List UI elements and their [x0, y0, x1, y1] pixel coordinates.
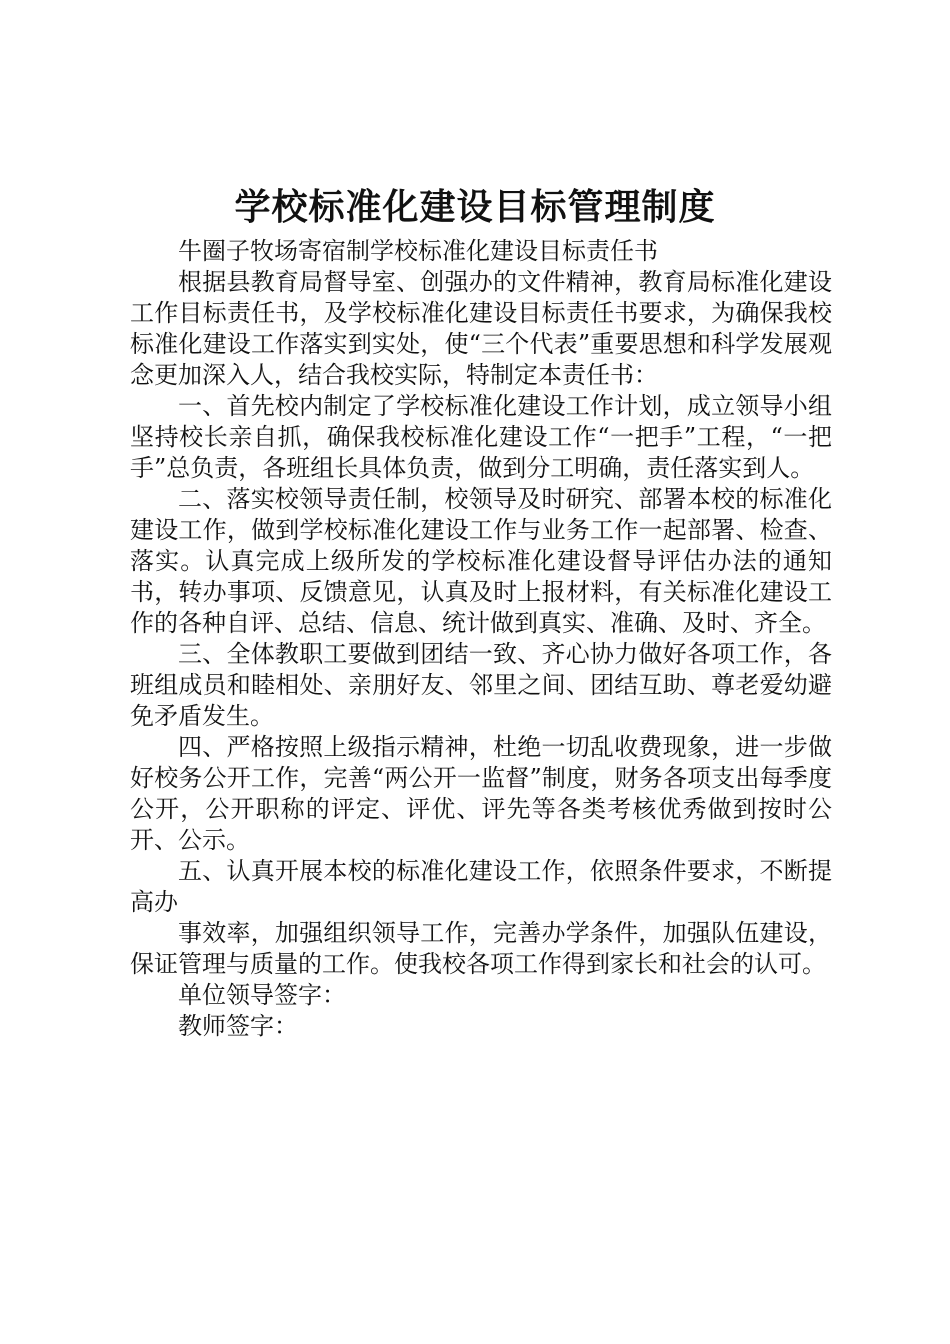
paragraph-item-2: 二、落实校领导责任制，校领导及时研究、部署本校的标准化建设工作，做到学校标准化建设工作与业务工作一起部署、检查、落实。认真完成上级所发的学校标准化建设督导评估办法的通知书，转办事项、反馈意见，认真及时上报材料，有关标准化建设工作的各种自评、总结、信息、统计做到真实、准确、及时、齐全。 — [130, 485, 832, 637]
paragraph-intro: 根据县教育局督导室、创强办的文件精神，教育局标准化建设工作目标责任书，及学校标准化建设目标责任书要求，为确保我校标准化建设工作落实到实处，使“三个代表”重要思想和科学发展观念更加深入人，结合我校实际，特制定本责任书： — [130, 268, 832, 389]
leader-signature-line: 单位领导签字： — [178, 981, 346, 1009]
paragraph-item-5-continued: 事效率，加强组织领导工作，完善办学条件，加强队伍建设，保证管理与质量的工作。使我校各项工作得到家长和社会的认可。 — [130, 919, 832, 978]
paragraph-item-5: 五、认真开展本校的标准化建设工作，依照条件要求，不断提高办 — [130, 857, 832, 916]
paragraph-item-1: 一、首先校内制定了学校标准化建设工作计划，成立领导小组坚持校长亲自抓，确保我校标准化建设工作“一把手”工程，“一把手”总负责，各班组长具体负责，做到分工明确，责任落实到人。 — [130, 392, 832, 482]
document-title: 学校标准化建设目标管理制度 — [234, 187, 716, 228]
paragraph-item-4: 四、严格按照上级指示精神，杜绝一切乱收费现象，进一步做好校务公开工作，完善“两公开一监督”制度，财务各项支出每季度公开，公开职称的评定、评优、评先等各类考核优秀做到按时公开、公示。 — [130, 733, 832, 854]
document-body — [130, 236, 832, 1042]
teacher-signature-line: 教师签字： — [178, 1012, 298, 1040]
paragraph-item-3: 三、全体教职工要做到团结一致、齐心协力做好各项工作，各班组成员和睦相处、亲朋好友、邻里之间、团结互助、尊老爱幼避免矛盾发生。 — [130, 640, 832, 730]
subtitle-line: 牛圈子牧场寄宿制学校标准化建设目标责任书 — [178, 237, 658, 265]
